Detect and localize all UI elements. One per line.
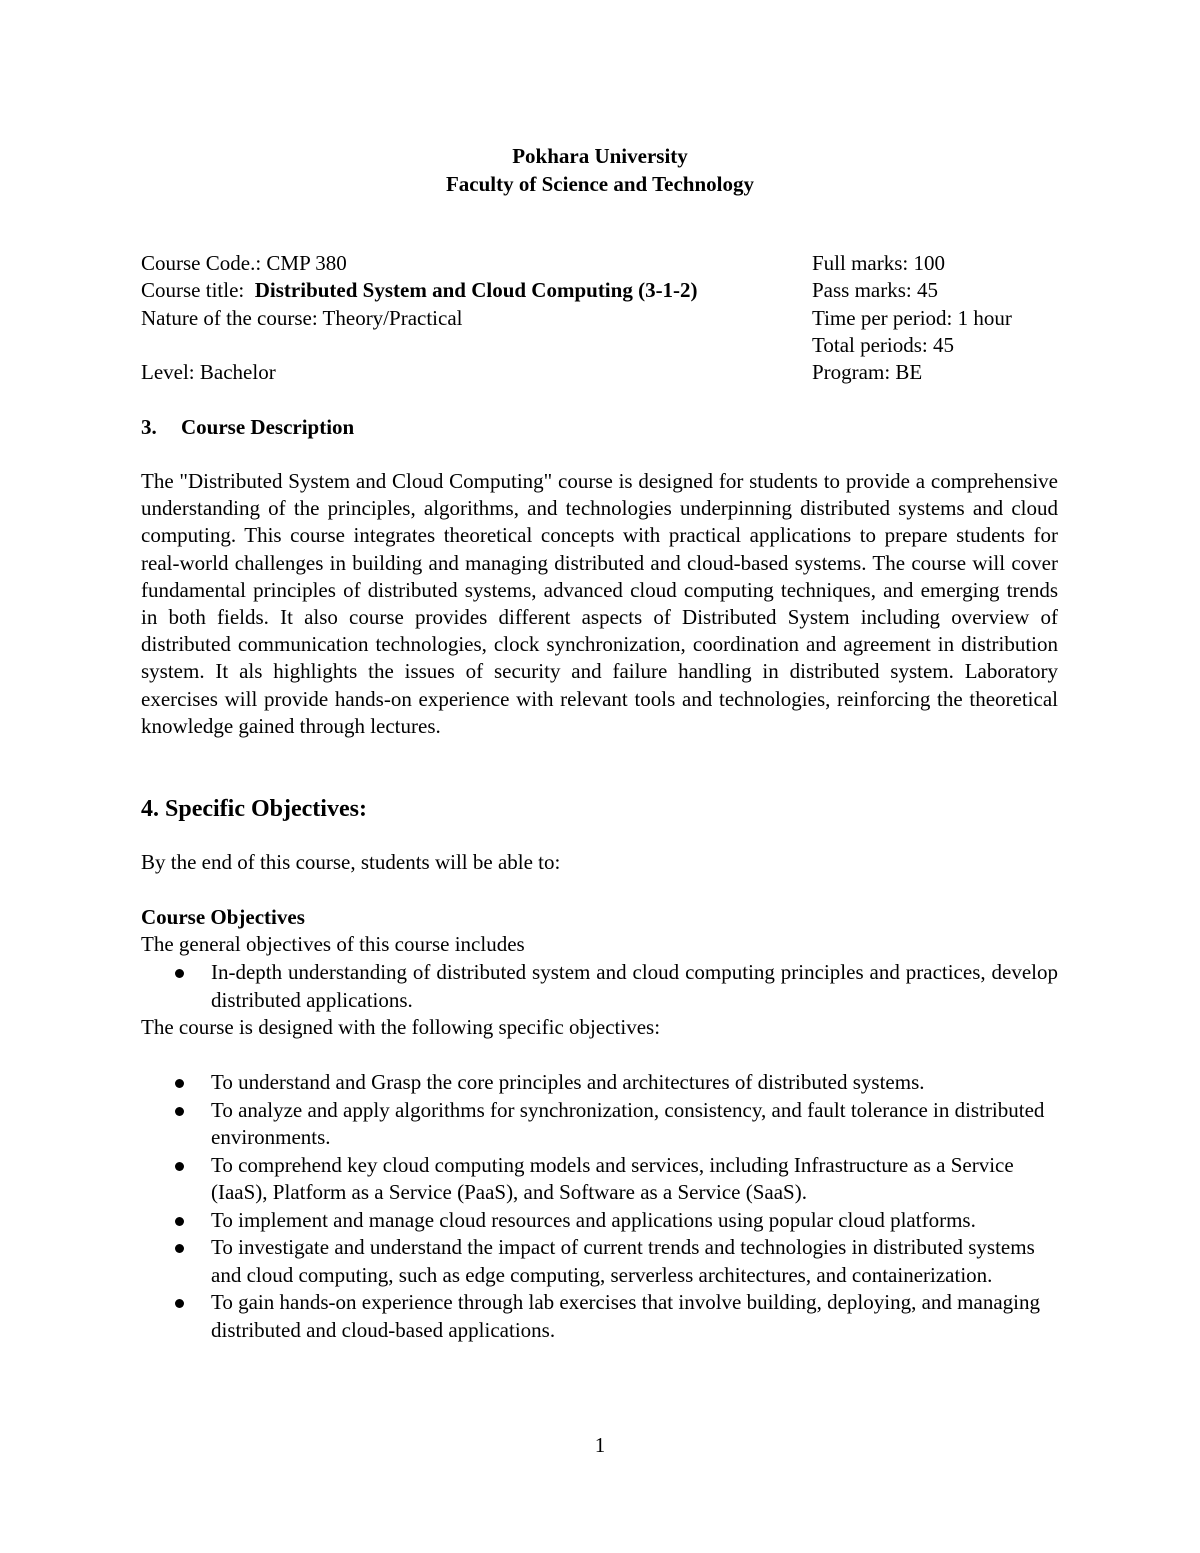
- course-title-line: [141, 277, 698, 305]
- list-item-text: To analyze and apply algorithms for synchronization, consistency, and fault tolerance in distributed environments.: [211, 1097, 1045, 1149]
- course-code-line: [141, 250, 347, 278]
- course-description-paragraph: The "Distributed System and Cloud Computing" course is designed for students to provide a comprehensive understanding of the principles, algorithms, and technologies underpinning distributed systems and cloud computing. This course integrates theoretical concepts with practical applications to prepare students for real-world challenges in building and managing distributed and cloud-based systems. The course will cover fundamental principles of distributed systems, advanced cloud computing techniques, and emerging trends in both fields. It also course provides different aspects of Distributed System including overview of distributed communication technologies, clock synchronization, coordination and agreement in distribution system. It als highlights the issues of security and failure handling in distributed system. Laboratory exercises will provide hands-on experience with relevant tools and technologies, reinforcing the theoretical knowledge gained through lectures.: [141, 469, 1058, 738]
- specific-objectives-list: [141, 1069, 1058, 1344]
- list-item-text: To investigate and understand the impact of current trends and technologies in distributed systems and cloud computing, such as edge computing, serverless architectures, and containerization.: [211, 1235, 1035, 1287]
- list-item: [141, 1207, 1058, 1235]
- list-item-text: To gain hands-on experience through lab exercises that involve building, deploying, and managing distributed and cloud-based applications.: [211, 1290, 1040, 1342]
- course-objectives-heading: Course Objectives: [141, 905, 305, 929]
- section3-title: Course Description: [181, 415, 355, 439]
- list-item-text: To understand and Grasp the core principles and architectures of distributed systems.: [211, 1070, 925, 1094]
- faculty-name: Faculty of Science and Technology: [445, 172, 755, 196]
- general-objectives-list: [141, 959, 1058, 1014]
- bullet-icon: [175, 1217, 184, 1226]
- pass-marks: Pass marks: 45: [812, 278, 938, 302]
- bullet-icon: [175, 1107, 184, 1116]
- course-level: Level: Bachelor: [141, 360, 276, 384]
- section3-number: 3.: [141, 415, 157, 439]
- time-per-period: Time per period: 1 hour: [812, 306, 1012, 330]
- list-item: [141, 959, 1058, 1014]
- list-item: [141, 1234, 1058, 1289]
- list-item: [141, 1289, 1058, 1344]
- list-item-text: In-depth understanding of distributed system and cloud computing principles and practices, develop distributed applications.: [211, 960, 1058, 1012]
- list-item: [141, 1069, 1058, 1097]
- university-name: Pokhara University: [512, 144, 688, 168]
- list-item: [141, 1097, 1058, 1152]
- list-item-text: To comprehend key cloud computing models and services, including Infrastructure as a Service (IaaS), Platform as a Service (PaaS), and Software as a Service (SaaS).: [211, 1152, 1014, 1204]
- program: Program: BE: [812, 360, 923, 384]
- bullet-icon: [175, 969, 184, 978]
- course-code-label: Course Code.:: [141, 251, 267, 275]
- full-marks: Full marks: 100: [812, 251, 946, 275]
- list-item: [141, 1152, 1058, 1207]
- objectives-intro: By the end of this course, students will be able to:: [141, 850, 561, 874]
- specific-objectives-intro: The course is designed with the following specific objectives:: [141, 1015, 661, 1039]
- bullet-icon: [175, 1079, 184, 1088]
- course-code-value: CMP 380: [266, 251, 347, 275]
- list-item-text: To implement and manage cloud resources and applications using popular cloud platforms.: [211, 1207, 976, 1232]
- bullet-icon: [175, 1244, 184, 1253]
- course-title-value: Distributed System and Cloud Computing (3-1-2): [254, 278, 698, 302]
- section4-heading: 4. Specific Objectives:: [141, 796, 367, 822]
- course-nature: Nature of the course: Theory/Practical: [141, 306, 463, 330]
- page-number: 1: [594, 1433, 606, 1457]
- general-objectives-intro: The general objectives of this course includes: [141, 932, 525, 956]
- bullet-icon: [175, 1162, 184, 1171]
- course-title-label: Course title:: [141, 278, 255, 302]
- bullet-icon: [175, 1299, 184, 1308]
- section3-heading: [141, 413, 354, 441]
- total-periods: Total periods: 45: [812, 333, 955, 357]
